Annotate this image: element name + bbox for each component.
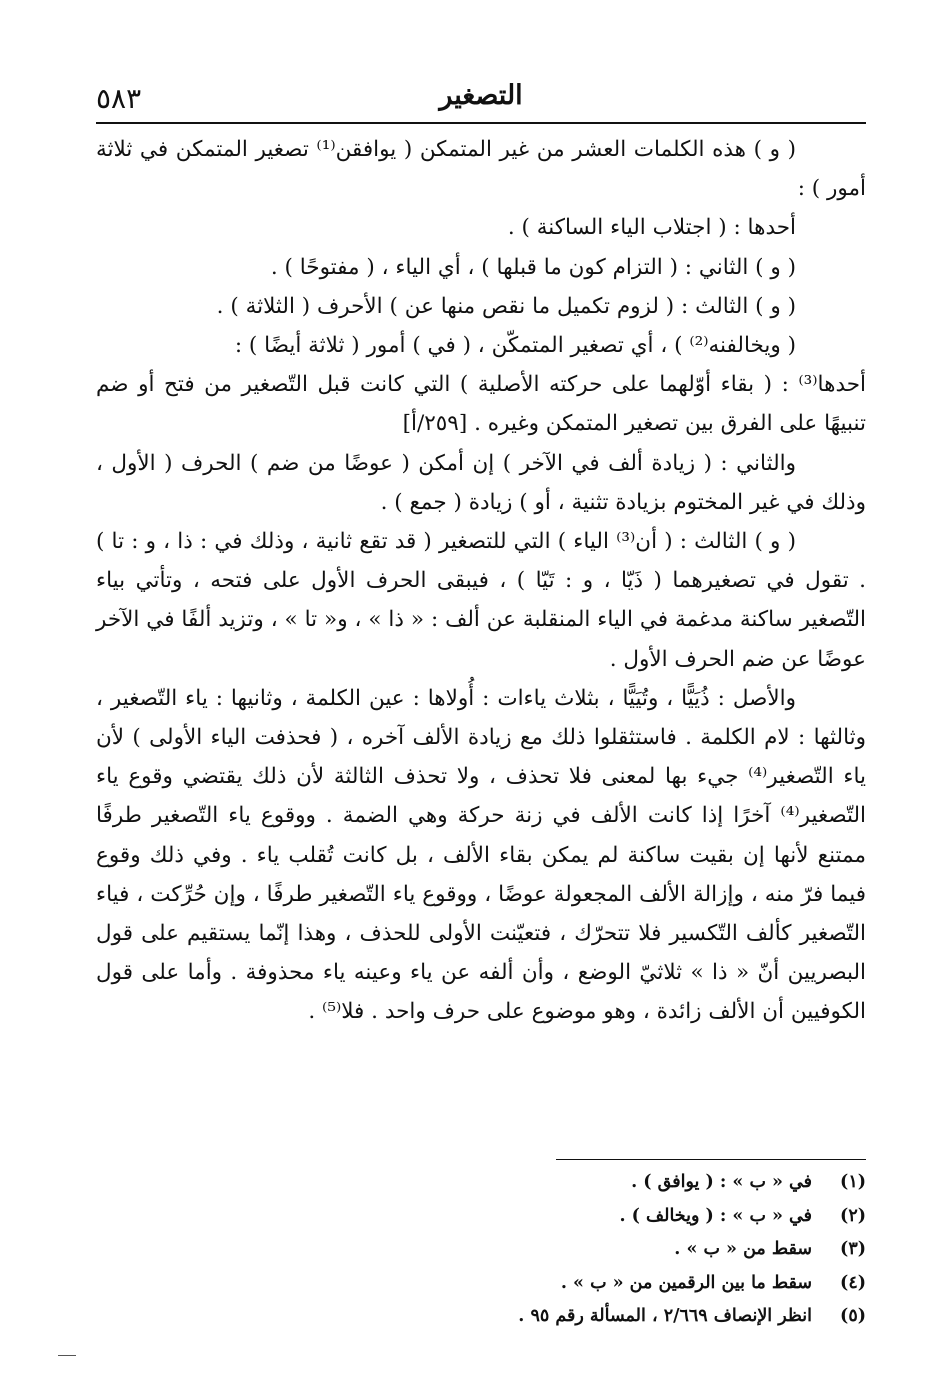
main-text bbox=[96, 130, 866, 1032]
footnote-text: سقط ما بين الرقمين من « ب » . bbox=[560, 1272, 812, 1293]
paragraph: ( و ) هذه الكلمات العشر من غير المتمكن ( يوافقن⁽¹⁾ تصغير المتمكن في ثلاثة أمور ) : bbox=[96, 137, 866, 202]
footnote bbox=[96, 1233, 866, 1267]
footnote-text: في « ب » : ( ويخالف ) . bbox=[619, 1205, 812, 1226]
paragraph: أحدها : ( اجتلاب الياء الساكنة ) . bbox=[507, 215, 796, 241]
footnote-number: (٤) bbox=[840, 1272, 866, 1293]
footnotes bbox=[96, 1166, 866, 1334]
footnote bbox=[96, 1166, 866, 1200]
paragraph: والأصل : ذُيَيًّا ، وتُيَيًّا ، بثلاث ياءات : أُولاها : عين الكلمة ، وثانيها : ياء التّصغير ، وثالثها : لام الكلمة . فاستثقلوا ذلك مع زيادة الألف آخره ، ( فحذفت الياء الأولى ) لأن ياء التّصغير⁽⁴⁾ جيء بها لمعنى فلا تحذف ، ولا تحذف الثالثة لأن ذلك يقتضي وقوع ياء التّصغير⁽⁴⁾ آخرًا إذا كانت الألف في زنة حركة وهي الضمة . ووقوع ياء التّصغير طرفًا ممتنع لأنها إن بقيت ساكنة لم يمكن بقاء الألف ، بل كانت تُقلب ياء . وفي ذلك وقوع فيما فرّ منه ، وإزالة الألف المجعولة عوضًا ، ووقوع ياء التّصغير طرفًا ، وإن حُرِّكت ، فياء التّصغير كألف التّكسير فلا تتحرّك ، فتعيّنت الأولى للحذف ، وهذا إنّما يستقيم على قول البصريين أنّ « ذا » ثلاثيّ الوضع ، وأن ألفه عن ياء وعينه ياء محذوفة . وأما على قول الكوفيين أن الألف زائدة ، وهو موضوع على حرف واحد . فلا⁽⁵⁾ . bbox=[96, 685, 866, 1025]
paragraph: والثاني : ( زيادة ألف في الآخر ) إن أمكن ( عوضًا من ضم ) الحرف ( الأول ، وذلك في غير المختوم بزيادة تثنية ، أو ) زيادة ( جمع ) . bbox=[96, 450, 866, 515]
paragraph: أحدها⁽³⁾ : ( بقاء أوّلهما على حركته الأصلية ) التي كانت قبل التّصغير من فتح أو ضم تنبيهًا على الفرق بين تصغير المتمكن وغيره . [٢٥٩/أ] bbox=[96, 372, 866, 437]
running-title: التصغير bbox=[439, 80, 523, 111]
page-number: ٥٨٣ bbox=[96, 82, 142, 115]
footnote-number: (٢) bbox=[840, 1205, 866, 1226]
footnotes-divider bbox=[556, 1159, 866, 1160]
paragraph: ( و ) الثالث : ( أن⁽³⁾ الياء ) التي للتصغير ( قد تقع ثانية ، وذلك في : ذا ، و : تا ) . تقول في تصغيرهما ( ذَيّا ، و : تَيّا ) ، فيبقى الحرف الأول على فتحه ، وتأتي بياء التّصغير ساكنة مدغمة في الياء المنقلبة عن ألف : « ذا » ، و« تا » ، وتزيد ألفًا في الآخر عوضًا عن ضم الحرف الأول . bbox=[96, 529, 866, 672]
footnote-text: انظر الإنصاف ٢/٦٦٩ ، المسألة رقم ٩٥ . bbox=[518, 1306, 812, 1326]
footnote bbox=[96, 1300, 866, 1334]
footnote-text: في « ب » : ( يوافق ) . bbox=[631, 1172, 812, 1192]
footnote-number: (٥) bbox=[840, 1306, 866, 1326]
footnote bbox=[96, 1267, 866, 1301]
footnote-number: (١) bbox=[840, 1172, 866, 1192]
paragraph: ( و ) الثالث : ( لزوم تكميل ما نقص منها عن ) الأحرف ( الثلاثة ) . bbox=[216, 293, 796, 319]
paragraph: ( و ) الثاني : ( التزام كون ما قبلها ) ، أي الياء ، ( مفتوحًا ) . bbox=[270, 254, 796, 280]
footnote-text: سقط من « ب » . bbox=[674, 1239, 812, 1259]
footnote-number: (٣) bbox=[840, 1239, 866, 1259]
paragraph: ( ويخالفنه⁽²⁾ ) ، أي تصغير المتمكّن ، ( في ) أمور ( ثلاثة أيضًا ) : bbox=[234, 333, 796, 359]
footnote bbox=[96, 1200, 866, 1234]
page-header bbox=[96, 78, 866, 124]
scan-mark bbox=[58, 1355, 76, 1356]
